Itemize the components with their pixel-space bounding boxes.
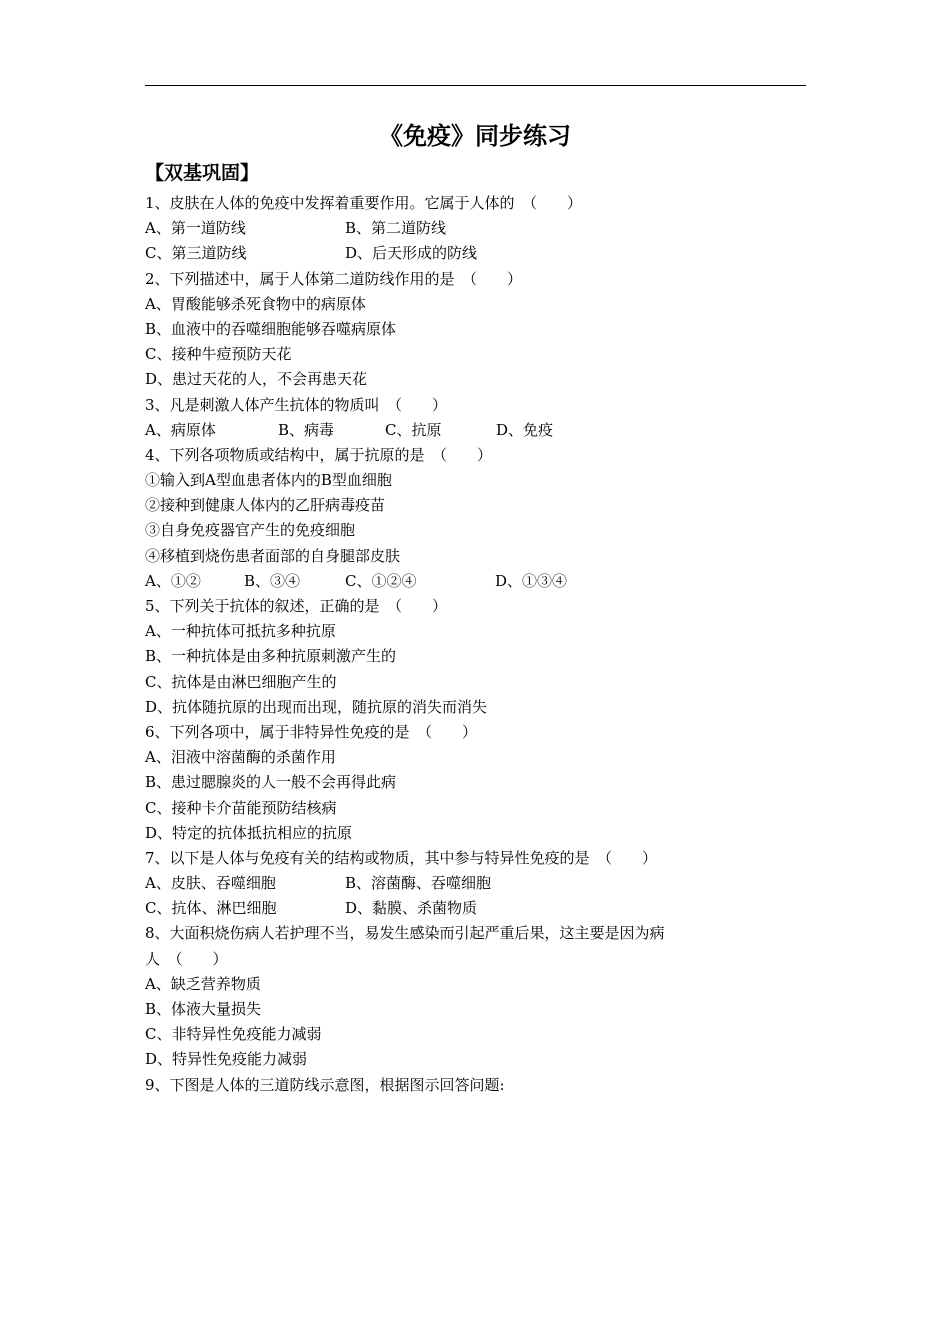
option-c: C、非特异性免疫能力减弱 [145, 1025, 322, 1044]
option-b: B、患过腮腺炎的人一般不会再得此病 [145, 773, 397, 792]
option-d: D、黏膜、杀菌物质 [345, 899, 478, 918]
option-a: A、第一道防线 [145, 219, 246, 238]
option-d: D、免疫 [496, 420, 554, 439]
option-row [145, 871, 785, 896]
question-stem: 6、下列各项中，属于非特异性免疫的是 （ ） [145, 722, 478, 741]
question-stem: 7、以下是人体与免疫有关的结构或物质，其中参与特异性免疫的是 （ ） [145, 848, 658, 867]
question-stem-continued: 人 （ ） [145, 949, 228, 968]
option-a: A、①② [145, 571, 201, 590]
option-b: B、血液中的吞噬细胞能够吞噬病原体 [145, 319, 397, 338]
option-c: C、①②④ [345, 571, 417, 590]
option-d: D、抗体随抗原的出现而出现，随抗原的消失而消失 [145, 697, 488, 716]
question-stem: 9、下图是人体的三道防线示意图，根据图示回答问题: [145, 1075, 505, 1094]
option-b: B、病毒 [278, 420, 335, 439]
option-a: A、皮肤、吞噬细胞 [145, 874, 276, 893]
option-a: A、一种抗体可抵抗多种抗原 [145, 622, 336, 641]
option-c: C、第三道防线 [145, 244, 247, 263]
option-row [145, 418, 785, 443]
option-c: C、抗原 [385, 420, 442, 439]
question-stem: 3、凡是刺激人体产生抗体的物质叫 （ ） [145, 395, 448, 414]
option-a: A、缺乏营养物质 [145, 974, 261, 993]
option-b: B、体液大量损失 [145, 1000, 262, 1018]
option-a: A、胃酸能够杀死食物中的病原体 [145, 294, 366, 313]
option-a: A、泪液中溶菌酶的杀菌作用 [145, 748, 336, 767]
option-b: B、一种抗体是由多种抗原刺激产生的 [145, 647, 397, 666]
option-row [145, 569, 785, 594]
option-row [145, 896, 785, 921]
option-d: D、①③④ [495, 571, 568, 590]
option-row [145, 241, 785, 266]
option-c: C、接种卡介苗能预防结核病 [145, 798, 337, 817]
option-b: B、第二道防线 [345, 219, 447, 238]
question-stem: 5、下列关于抗体的叙述，正确的是 （ ） [145, 597, 448, 615]
option-a: A、病原体 [145, 420, 216, 439]
option-c: C、抗体、淋巴细胞 [145, 899, 277, 918]
option-d: D、特异性免疫能力减弱 [145, 1050, 308, 1069]
statement-item: ①输入到A型血患者体内的B型血细胞 [145, 471, 392, 490]
option-d: D、患过天花的人，不会再患天花 [145, 370, 368, 389]
option-c: C、抗体是由淋巴细胞产生的 [145, 672, 337, 691]
question-list [145, 191, 785, 1098]
question-stem: 8、大面积烧伤病人若护理不当，易发生感染而引起严重后果，这主要是因为病 [145, 924, 665, 943]
option-row [145, 216, 785, 241]
option-b: B、③④ [244, 571, 301, 590]
page-title: 《免疫》同步练习 [379, 122, 571, 150]
option-d: D、特定的抗体抵抗相应的抗原 [145, 823, 353, 842]
statement-item: ③自身免疫器官产生的免疫细胞 [145, 521, 356, 540]
statement-item: ②接种到健康人体内的乙肝病毒疫苗 [145, 496, 386, 515]
section-heading: 【双基巩固】 [145, 162, 260, 184]
statement-item: ④移植到烧伤患者面部的自身腿部皮肤 [145, 546, 401, 565]
option-d: D、后天形成的防线 [345, 244, 478, 263]
question-stem: 2、下列描述中，属于人体第二道防线作用的是 （ ） [145, 269, 523, 288]
question-stem: 4、下列各项物质或结构中，属于抗原的是 （ ） [145, 445, 493, 464]
option-c: C、接种牛痘预防天花 [145, 345, 292, 364]
header-rule [145, 85, 806, 86]
option-b: B、溶菌酶、吞噬细胞 [345, 874, 492, 893]
question-stem: 1、皮肤在人体的免疫中发挥着重要作用。它属于人体的 （ ） [145, 194, 583, 212]
